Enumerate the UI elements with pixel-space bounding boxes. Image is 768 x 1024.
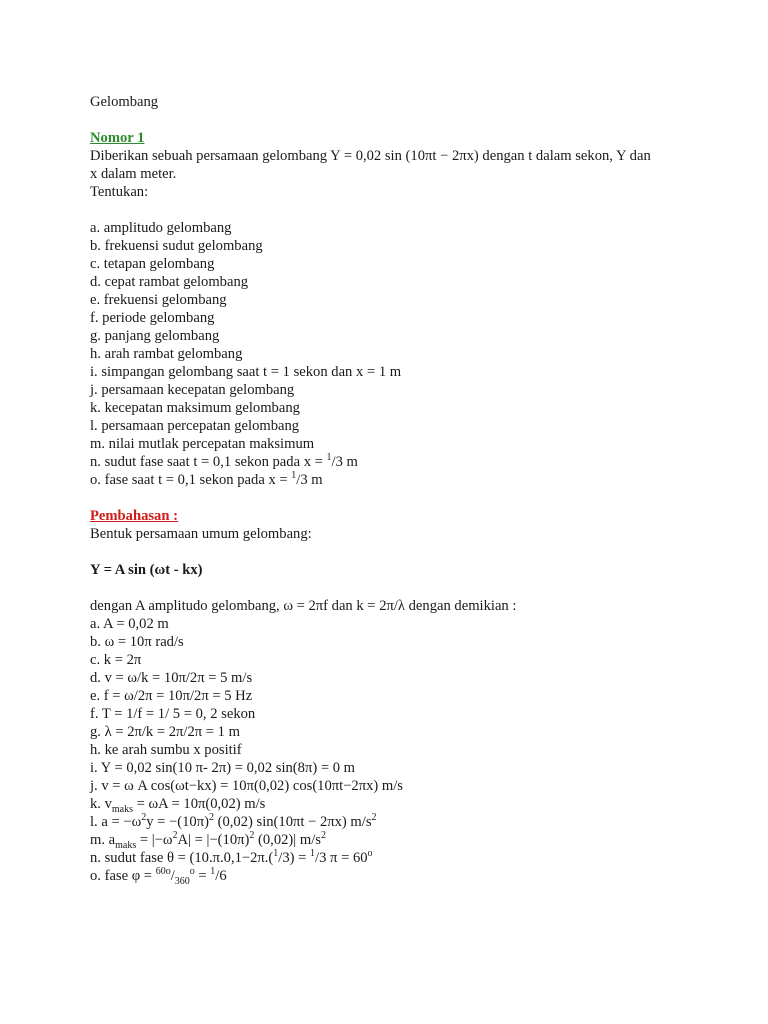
question-item: j. persamaan kecepatan gelombang [90,382,295,398]
dengan-text: dengan A amplitudo gelombang, ω = 2πf dan k = 2π/λ dengan demikian : [90,598,517,614]
pembahasan-heading: Pembahasan : [90,508,178,524]
question-item: k. kecepatan maksimum gelombang [90,400,300,416]
answer-item: g. λ = 2π/k = 2π/2π = 1 m [90,724,240,740]
answer-item: h. ke arah sumbu x positif [90,742,242,758]
answer-item: o. fase $\varphi = ^{60o}/_{360}^o = ^1/6$ [90,866,227,887]
answer-item: a. A = 0,02 m [90,616,169,632]
question-item: b. frekuensi sudut gelombang [90,238,263,254]
question-item: l. persamaan percepatan gelombang [90,418,300,434]
problem-text: Diberikan sebuah persamaan gelombang Y = 0,02 sin (10πt − 2πx) dengan t dalam sekon, Y dan [90,148,651,164]
answer-item: l. $a = -\omega^2y = -(10\pi)^2$ (0,02) sin(10πt − 2πx) $m/s^2$ [90,812,377,830]
answer-item: c. k = 2π [90,652,142,668]
answer-item: i. Y = 0,02 sin(10 π- 2π) = 0,02 sin(8π) = 0 m [90,760,356,776]
answer-item: m. $a_{maks} = |-\omega^2A| = |-(10\pi)^2$ (0,02)| $m/s^2$ [90,830,326,851]
answer-item: e. f = ω/2π = 10π/2π = 5 Hz [90,688,253,704]
answer-item: b. ω = 10π rad/s [90,634,184,650]
question-item: n. sudut fase saat t = 0,1 sekon pada x = $^1$/3 m [90,452,358,470]
question-item: i. simpangan gelombang saat t = 1 sekon dan x = 1 m [90,364,402,380]
answer-list [90,615,710,885]
question-item: o. fase saat t = 0,1 sekon pada x = $^1$/3 m [90,470,323,488]
question-item: d. cepat rambat gelombang [90,274,249,290]
question-list [90,219,710,489]
question-item: h. arah rambat gelombang [90,346,243,362]
answer-item: k. $v_{maks} = \omega A = 10\pi(0,02)$ m/s [90,796,266,815]
answer-item: f. T = 1/f = 1/ 5 = 0, 2 sekon [90,706,256,722]
document-title: Gelombang [90,94,159,110]
nomor-heading: Nomor 1 [90,130,145,146]
question-item: e. frekuensi gelombang [90,292,227,308]
question-item: m. nilai mutlak percepatan maksimum [90,436,315,452]
question-item: a. amplitudo gelombang [90,220,232,236]
question-item: g. panjang gelombang [90,328,220,344]
document-page [90,93,710,885]
answer-item: n. sudut fase θ = (10.π.0,1−2π.($^1$/3) = $^1$/3 $\pi = 60^o$ [90,848,373,866]
tentukan-label: Tentukan: [90,184,149,200]
answer-item: j. v = ω A cos(ωt−kx) = 10π(0,02) cos(10πt−2πx) m/s [90,778,403,794]
general-formula: Y = A sin (ωt - kx) [90,562,203,578]
question-item: f. periode gelombang [90,310,215,326]
problem-text-continued: x dalam meter. [90,166,177,182]
question-item: c. tetapan gelombang [90,256,215,272]
bentuk-text: Bentuk persamaan umum gelombang: [90,526,312,542]
answer-item: d. v = ω/k = 10π/2π = 5 m/s [90,670,253,686]
